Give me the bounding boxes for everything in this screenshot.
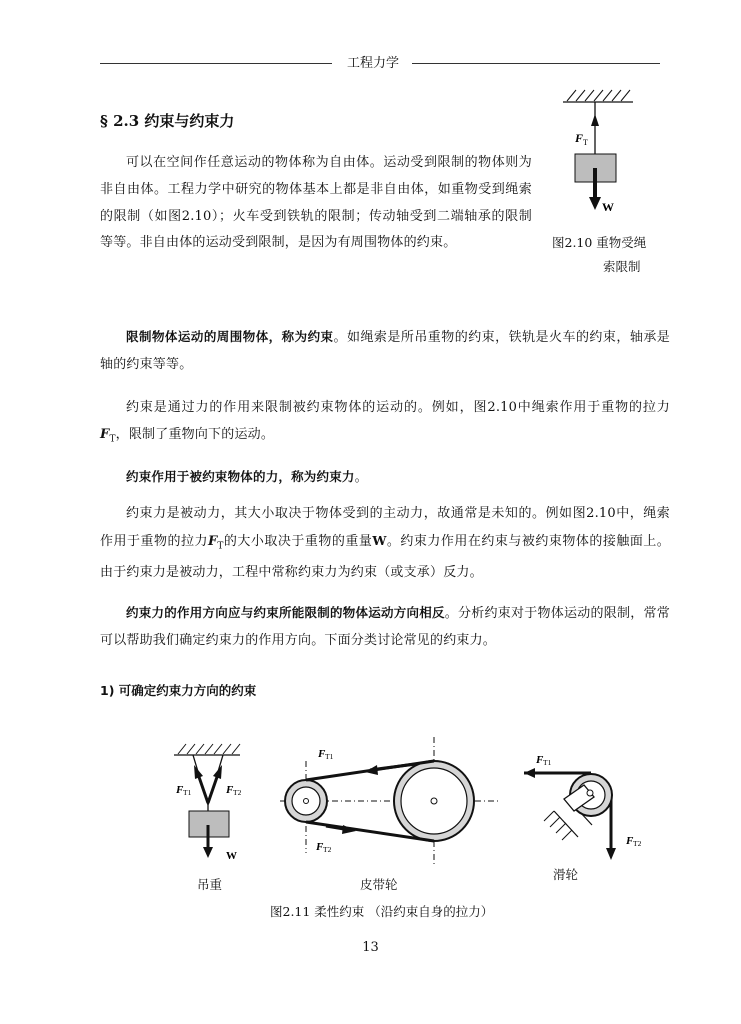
label-pulley: 滑轮 bbox=[553, 867, 579, 882]
force-direction-rest: 。分析约束对于物体运动的限制，常常可以帮助我们确定约束力的作用方向。下面分类讨论常见的约束力。 bbox=[100, 606, 670, 648]
belt-ft1-sub: T1 bbox=[325, 752, 334, 761]
tension-label-sub: T bbox=[583, 138, 588, 147]
belt-ft1-f: F bbox=[318, 748, 326, 760]
label-belt-drive: 皮带轮 bbox=[360, 877, 398, 892]
page-number: 13 bbox=[362, 940, 379, 955]
p3-symbol-sub: T bbox=[109, 434, 116, 445]
hanging-ft2-f: F bbox=[226, 784, 234, 796]
p3-symbol-f: F bbox=[100, 426, 110, 442]
tension-label-f: F bbox=[575, 131, 584, 145]
section-title: § 2.3 约束与约束力 bbox=[100, 112, 235, 130]
figure-2-11-caption: 图2.11 柔性约束 （沿约束自身的拉力） bbox=[270, 904, 494, 919]
p5-symbol-w: W bbox=[372, 532, 387, 548]
weight-label: W bbox=[602, 200, 614, 214]
hanging-ft1-sub: T1 bbox=[183, 788, 192, 797]
constraint-definition-bold: 限制物体运动的周围物体，称为约束 bbox=[126, 329, 334, 344]
running-header-title: 工程力学 bbox=[346, 56, 399, 71]
belt-ft2-sub: T2 bbox=[323, 845, 332, 854]
ceiling-hatch bbox=[563, 90, 633, 102]
p5-symbol-sub: T bbox=[217, 541, 224, 552]
figure-2-10-caption-line2: 索限制 bbox=[603, 259, 641, 274]
pulley-ft1-sub: T1 bbox=[543, 758, 552, 767]
pulley-ft2-f: F bbox=[626, 835, 634, 847]
paragraph-force-direction bbox=[100, 600, 670, 655]
p3-text-before: 约束是通过力的作用来限制被约束物体的运动的。例如，图2.10中绳索作用于重物的拉力 bbox=[126, 400, 670, 415]
pulley-ft2-sub: T2 bbox=[633, 839, 642, 848]
p5-text-after: 。约束力作用在约束与被约束物体的接触面上。由于约束力是被动力，工程中常称约束力为约束（或支承）反力。 bbox=[100, 533, 671, 581]
p3-text-after: ，限制了重物向下的运动。 bbox=[115, 426, 275, 442]
p5-text-mid: 的大小取决于重物的重量 bbox=[223, 533, 373, 549]
subfigure-pulley bbox=[524, 768, 616, 860]
figure-2-10-caption-line1: 图2.10 重物受绳 bbox=[552, 235, 647, 250]
tension-arrow-head bbox=[591, 114, 599, 126]
paragraph-free-body: 可以在空间作任意运动的物体称为自由体。运动受到限制的物体则为非自由体。工程力学中研究的物体基本上都是非自由体，如重物受到绳索的限制（如图2.10）；火车受到铁轨的限制；传动轴受到二端轴承的限制等等。非自由体的运动受到限制，是因为有周围物体的约束。 bbox=[100, 155, 532, 251]
p5-text-before: 约束力是被动力，其大小取决于物体受到的主动力，故通常是未知的。例如图2.10中，绳索作用于重物的拉力 bbox=[100, 506, 670, 549]
constraint-force-definition-bold: 约束作用于被约束物体的力，称为约束力 bbox=[126, 469, 355, 484]
paragraph-passive-force bbox=[100, 501, 670, 587]
figure-2-10-hanging-weight bbox=[545, 84, 665, 224]
label-hanging-weight: 吊重 bbox=[197, 877, 223, 892]
hanging-ft1-f: F bbox=[176, 784, 184, 796]
subfigure-belt-drive bbox=[280, 737, 500, 867]
figure-2-11-flexible-constraints bbox=[160, 735, 660, 905]
belt-ft2-f: F bbox=[316, 841, 324, 853]
hanging-ft2-sub: T2 bbox=[233, 788, 242, 797]
weight-arrow-head bbox=[589, 197, 601, 210]
paragraph-constraint-force-example bbox=[100, 395, 670, 453]
hanging-weight-label: W bbox=[226, 850, 237, 862]
paragraph-constraint-force-definition bbox=[100, 464, 670, 492]
header-rule-left bbox=[100, 63, 332, 64]
header-rule-right bbox=[412, 63, 660, 64]
constraint-definition-rest: 。如绳索是所吊重物的约束，铁轨是火车的约束，轴承是轴的约束等等。 bbox=[100, 330, 670, 372]
constraint-force-definition-rest: 。 bbox=[354, 470, 368, 485]
subheading-flexible-constraints: 1) 可确定约束力方向的约束 bbox=[100, 683, 257, 698]
force-direction-bold: 约束力的作用方向应与约束所能限制的物体运动方向相反 bbox=[126, 605, 445, 620]
p5-symbol-f: F bbox=[207, 533, 218, 549]
subfigure-hanging-weight bbox=[174, 744, 240, 858]
pulley-ft1-f: F bbox=[536, 754, 544, 766]
paragraph-constraint-definition bbox=[100, 324, 670, 379]
